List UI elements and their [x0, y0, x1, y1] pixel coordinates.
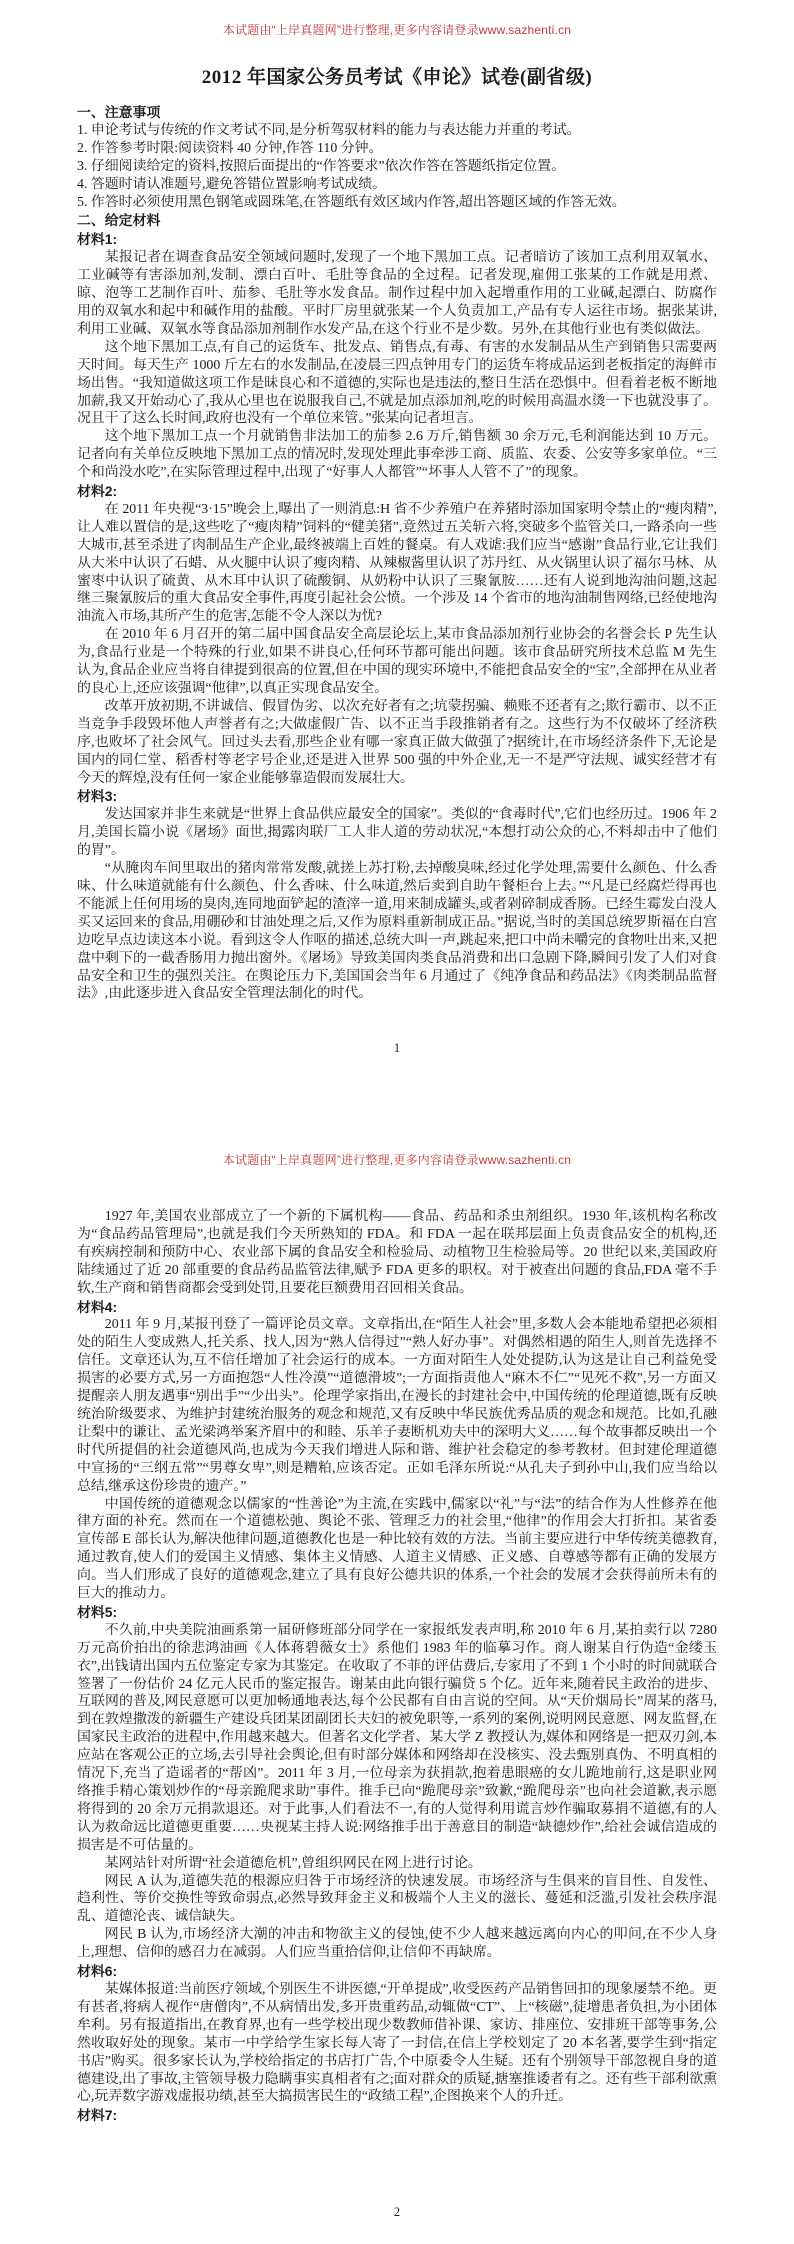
material-2-label: 材料2:	[77, 483, 118, 500]
notice-item-1: 1. 申论考试与传统的作文考试不同,是分析驾驭材料的能力与表达能力并重的考试。	[77, 122, 581, 138]
material-2-paragraph-2: 在 2010 年 6 月召开的第二届中国食品安全高层论坛上,某市食品添加剂行业协会的名誉会长 P 先生认为,食品行业是一个特殊的行业,如果不讲良心,任何环节都可能出问题。该市食品研究所技术总监 M 先生认为,食品企业应当将自律提到很高的位置,但在中国的现实环境中,不能把食品安全的“宝”,全部押在从业者的良心上,还应该强调“他律”,以真正实现食品安全。	[77, 627, 717, 696]
material-6-label: 材料6:	[77, 1963, 118, 1980]
material-3-paragraph-3: 1927 年,美国农业部成立了一个新的下属机构——食品、药品和杀虫剂组织。1930 年,该机构名称改为“食品药品管理局”,也就是我们今天所熟知的 FDA。和 FDA 一起在联邦层面上负责食品安全的机构,还有疾病控制和预防中心、农业部下属的食品安全和检验局、动植物卫生检验局等。20 世纪以来,美国政府陆续通过了近 20 部重要的食品药品监管法律,赋予 FDA 更多的职权。对于被查出问题的食品,FDA 毫不手软,生产商和销售商都会受到处罚,且要花巨额费用召回相关食品。	[77, 1209, 717, 1296]
material-5-paragraph-4: 网民 B 认为,市场经济大潮的冲击和物欲主义的侵蚀,使不少人越来越远离向内心的叩问,在不少人身上,理想、信仰的感召力在减弱。人们应当重拾信仰,让信仰不再缺席。	[77, 1927, 717, 1961]
material-3-paragraph-2: “从腌肉车间里取出的猪肉常常发酸,就搓上苏打粉,去掉酸臭味,经过化学处理,需要什么颜色、什么香味、什么味道就能有什么颜色、什么香味、什么味道,然后卖到自助午餐柜台上去。”“凡是已经腐烂得再也不能派上任何用场的臭肉,连同地面铲起的渣滓一道,用来制成罐头,或者剁碎制成香肠。已经生霉发白没人买又运回来的食品,用硼砂和甘油处理之后,又作为原料重新制成正品。”据说,当时的美国总统罗斯福在白宫边吃早点边读这本小说。看到这令人作呕的描述,总统大叫一声,跳起来,把口中尚未嚼完的食物吐出来,又把盘中剩下的一截香肠用力抛出窗外。《屠场》导致美国肉类食品消费和出口急剧下降,瞬间引发了人们对食品安全和卫生的强烈关注。在舆论压力下,美国国会当年 6 月通过了《纯净食品和药品法》《肉类制品监督法》,由此逐步进入食品安全管理法制化的时代。	[77, 861, 717, 1002]
material-5-paragraph-3: 网民 A 认为,道德失范的根源应归咎于市场经济的快速发展。市场经济与生俱来的盲目性、自发性、趋利性、等价交换性等致命弱点,必然导致拜金主义和极端个人主义的滋长、蔓延和泛滥,引发社会秩序混乱、道德沦丧、诚信缺失。	[77, 1873, 717, 1925]
material-5-label: 材料5:	[77, 1603, 118, 1620]
notice-heading: 一、注意事项	[77, 104, 161, 120]
material-4-label: 材料4:	[77, 1298, 118, 1315]
material-1-paragraph-2: 这个地下黑加工点,有自己的运货车、批发点、销售点,有毒、有害的水发制品从生产到销售只需要两天时间。每天生产 1000 斤左右的水发制品,在凌晨三四点钟用专门的运货车将成品运到老板指定的海鲜市场出售。“我知道做这项工作是昧良心和不道德的,实际也是违法的,整日生活在恐惧中。但看着老板不断地加薪,我又开始动心了,我从心里也在说服我自己,不就是加点添加剂,吃的时候用高温水烫一下也就没事了。况且干了这么长时间,政府也没有一个单位来管。”张某向记者坦言。	[77, 339, 717, 427]
material-5-paragraph-2: 某网站针对所谓“社会道德危机”,曾组织网民在网上进行讨论。	[104, 1855, 482, 1871]
page-1-content	[0, 104, 794, 1003]
page-number-1: 1	[393, 1041, 401, 1055]
material-5-paragraph-1: 不久前,中央美院油画系第一届研修班部分同学在一家报纸发表声明,称 2010 年 6 月,某拍卖行以 7280 万元高价拍出的徐悲鸿油画《人体蒋碧薇女士》系他们 1983 年的临摹习作。商人谢某自行伪造“金缕玉衣”,出钱请出国内五位鉴定专家为其鉴定。在收取了不菲的评估费后,专家用了不到 1 个小时的时间就联合签署了一份估价 24 亿元人民币的鉴定报告。谢某由此向银行骗贷 5 个亿。近年来,随着民主政治的进步、互联网的普及,网民意愿可以更加畅通地表达,每个公民都有自由言说的空间。从“天价烟局长”周某的落马,到在敦煌撒泼的新疆生产建设兵团某团副团长夫妇的被免职等,一系列的案例,说明网民意愿、网友监督,在国家民主政治的进程中,作用越来越大。但著名文化学者、某大学 Z 教授认为,媒体和网络是一把双刃剑,本应站在客观公正的立场,去引导社会舆论,但有时部分媒体和网络却在没核实、没去甄别真伪、不明真相的情况下,充当了造谣者的“帮凶”。2011 年 3 月,一位母亲为获捐款,抱着患眼癌的女儿跪地前行,这是职业网络推手精心策划炒作的“母亲跪爬求助”事件。推手已向“跪爬母亲”致歉,“跪爬母亲”也向社会道歉,表示愿将得到的 20 余万元捐款退还。对于此事,人们看法不一,有的人觉得利用谎言炒作骗取募捐不道德,有的人认为救命远比道德更重要……央视某主持人说:网络推手出于善意目的制造“缺德炒作”,给社会诚信造成的损害是不可估量的。	[77, 1622, 717, 1853]
material-6-paragraph-1: 某媒体报道:当前医疗领域,个别医生不讲医德,“开单提成”,收受医药产品销售回扣的现象屡禁不绝。更有甚者,将病人视作“唐僧肉”,不从病情出发,多开贵重药品,动辄做“CT”、上“核磁”,徒增患者负担,为小团体牟利。另有报道指出,在教育界,也有一些学校出现少数教师借补课、家访、排座位、安排班干部等事务,公然收取好处的现象。某市一中学给学生家长每人寄了一封信,在信上学校划定了 20 本名著,要学生到“指定书店”购买。很多家长认为,学校给指定的书店打广告,个中原委令人生疑。还有个别领导干部忽视自身的道德建设,出了事故,主管领导极力隐瞒事实真相者有之;面对群众的质疑,搪塞推诿者有之。还有些干部利欲熏心,玩弄数字游戏虚报功绩,甚至大搞损害民生的“政绩工程”,企图换来个人的升迁。	[77, 1981, 717, 2105]
exam-title: 2012 年国家公务员考试《申论》试卷(副省级)	[201, 67, 593, 88]
material-4-paragraph-1: 2011 年 9 月,某报刊登了一篇评论员文章。文章指出,在“陌生人社会”里,多数人会本能地希望把必须相处的陌生人变成熟人,托关系、找人,因为“熟人信得过”“熟人好办事”。对偶然相遇的陌生人,则首先选择不信任。文章还认为,互不信任增加了社会运行的成本。一方面对陌生人处处提防,认为这是让自己利益免受损害的必要方式,另一方面抱怨“人性冷漠”“道德滑坡”;一方面指责他人“麻木不仁”“见死不救”,另一方面又提醒亲人朋友遇事“别出手”“少出头”。伦理学家指出,在漫长的封建社会中,中国传统的伦理道德,既有反映统治阶级要求、为维护封建统治服务的观念和规范,又有反映中华民族优秀品质的观念和规范。比如,孔融让梨中的谦让、孟光梁鸿举案齐眉中的和睦、乐羊子妻断机劝夫中的深明大义……每个故事都反映出一个时代所提倡的社会道德风尚,也成为今天我们增进人际和谐、维护社会稳定的参考教材。但封建伦理道德中宣扬的“三纲五常”“男尊女卑”,则是糟粕,应该否定。正如毛泽东所说:“从孔夫子到孙中山,我们应当给以总结,继承这份珍贵的遗产。”	[77, 1317, 717, 1494]
material-1-paragraph-3: 这个地下黑加工点一个月就销售非法加工的茄参 2.6 万斤,销售额 30 余万元,毛利润能达到 10 万元。记者向有关单位反映地下黑加工点的情况时,发现处理此事牵涉工商、质监、农委、公安等多家单位。“三个和尚没水吃”,在实际管理过程中,出现了“好事人人都管”“坏事人人管不了”的现象。	[77, 429, 717, 481]
notice-item-5: 5. 作答时必须使用黑色钢笔或圆珠笔,在答题纸有效区域内作答,超出答题区域的作答无效。	[77, 194, 626, 210]
material-4-paragraph-2: 中国传统的道德观念以儒家的“性善论”为主流,在实践中,儒家以“礼”与“法”的结合作为人性修养在他律方面的补充。然而在一个道德松弛、舆论不张、管理乏力的社会里,“他律”的作用会大打折扣。某省委宣传部 E 部长认为,解决他律问题,道德教化也是一种比较有效的方法。当前主要应进行中华传统美德教育,通过教育,使人们的爱国主义情感、集体主义情感、人道主义情感、正义感、自尊感等都有正确的发展方向。当人们形成了良好的道德观念,建立了具有良好公德共识的体系,一个社会的发展才会获得前所未有的巨大的推动力。	[77, 1496, 717, 1602]
watermark-note: 本试题由“上岸真题网”进行整理,更多内容请登录www.sazhenti.cn	[222, 1153, 572, 1167]
notice-item-4: 4. 答题时请认准题号,避免答错位置影响考试成绩。	[77, 176, 387, 192]
materials-heading: 二、给定材料	[77, 212, 161, 229]
page-2-content	[0, 1208, 794, 2125]
material-2-paragraph-1: 在 2011 年央视“3·15”晚会上,曝出了一则消息:H 省不少养殖户在养猪时添加国家明令禁止的“瘦肉精”,让人难以置信的是,这些吃了“瘦肉精”饲料的“健美猪”,竟然过五关斩六将,突破多个监管关口,一路杀向一些大城市,甚至杀进了肉制品生产企业,最终被端上百姓的餐桌。有人戏谑:我们应当“感谢”食品行业,它让我们从大米中认识了石蜡、从火腿中认识了瘦肉精、从辣椒酱里认识了苏丹红、从火锅里认识了福尔马林、从蜜枣中认识了硫黄、从木耳中认识了硫酸铜、从奶粉中认识了三聚氰胺……还有人说到地沟油问题,这起继三聚氰胺后的重大食品安全事件,再度引起社会公愤。一个涉及 14 个省市的地沟油制售网络,已经使地沟油流入市场,其所产生的危害,怎能不令人深以为忧?	[77, 501, 717, 625]
material-3-paragraph-1: 发达国家并非生来就是“世界上食品供应最安全的国家”。类似的“食毒时代”,它们也经历过。1906 年 2 月,美国长篇小说《屠场》面世,揭露肉联厂工人非人道的劳动状况,“本想打动公众的心,不料却击中了他们的胃”。	[77, 807, 717, 859]
material-2-paragraph-3: 改革开放初期,不讲诚信、假冒伪劣、以次充好者有之;坑蒙拐骗、赖账不还者有之;欺行霸市、以不正当竞争手段毁坏他人声誉者有之;大做虚假广告、以不正当手段推销者有之。这些行为不仅破坏了经济秩序,也败坏了社会风气。回过头去看,那些企业有哪一家真正做大做强了?据统计,在市场经济条件下,无论是国内的同仁堂、稻香村等老字号企业,还是进入世界 500 强的中外企业,无一不是严守法规、诚实经营才有今天的辉煌,没有任何一家企业能够靠造假而发展壮大。	[77, 698, 717, 786]
watermark-note: 本试题由“上岸真题网”进行整理,更多内容请登录www.sazhenti.cn	[222, 23, 572, 37]
material-1-paragraph-1: 某报记者在调查食品安全领域问题时,发现了一个地下黑加工点。记者暗访了该加工点利用双氧水、工业碱等有害添加剂,发制、漂白百叶、毛肚等食品的全过程。记者发现,雇佣工张某的工作就是用煮、晾、泡等工艺制作百叶、茄参、毛肚等水发食品。制作过程中加入起增重作用的工业碱,起漂白、防腐作用的双氧水和起中和碱作用的盐酸。平时厂房里就张某一个人负责加工,产品有专人运往市场。据张某讲,利用工业碱、双氧水等食品添加剂制作水发产品,在这个行业不是少数。另外,在其他行业也有类似做法。	[77, 250, 717, 337]
page-2	[0, 1122, 794, 2244]
notice-item-3: 3. 仔细阅读给定的资料,按照后面提出的“作答要求”依次作答在答题纸指定位置。	[77, 158, 566, 174]
material-3-label: 材料3:	[77, 788, 118, 805]
page-number-2: 2	[393, 2205, 401, 2219]
notice-item-2: 2. 作答参考时限:阅读资料 40 分钟,作答 110 分钟。	[77, 140, 383, 156]
material-1-label: 材料1:	[77, 231, 118, 248]
material-7-label: 材料7:	[77, 2107, 118, 2124]
